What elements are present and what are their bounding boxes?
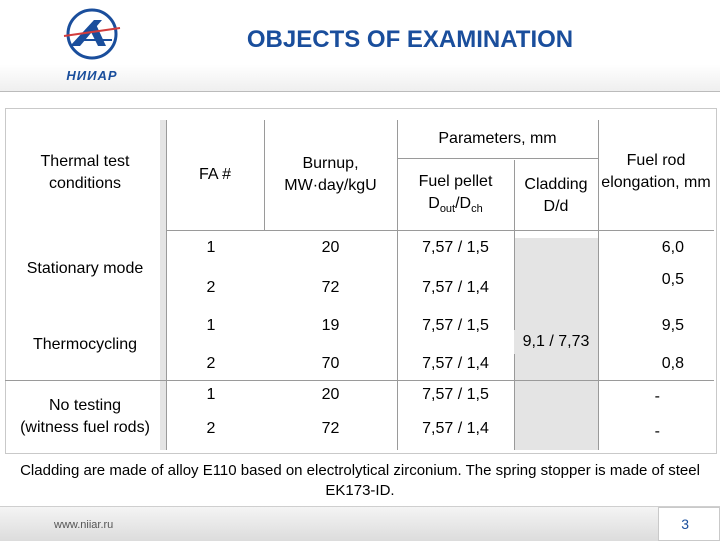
header-cladding: Cladding D/d <box>524 176 588 215</box>
niiar-logo <box>50 6 134 86</box>
header-elongation: Fuel rod elongation, mm <box>601 152 711 191</box>
header-parameters: Parameters, mm <box>438 130 557 147</box>
logo-text: НИИАР <box>66 68 118 83</box>
row-pellet: 7,57 / 1,5 <box>422 317 489 334</box>
row-fa: 1 <box>206 239 216 256</box>
row-fa: 2 <box>206 355 216 372</box>
header-fuel-pellet <box>397 168 514 224</box>
page-title: OBJECTS OF EXAMINATION <box>246 26 574 53</box>
row-elongation: 0,5 <box>661 271 684 288</box>
row-burnup: 20 <box>321 239 340 256</box>
row-fa: 1 <box>206 386 216 403</box>
pellet-dims: $D_{out}/D_{ch}$ <box>428 195 483 216</box>
grid-line <box>397 158 598 159</box>
group-thermocycling: Thermocycling <box>32 336 138 353</box>
page-number-box <box>658 507 720 541</box>
row-burnup: 72 <box>321 420 340 437</box>
row-fa: 2 <box>206 420 216 437</box>
row-fa: 1 <box>206 317 216 334</box>
grid-line <box>5 380 714 381</box>
row-elongation: - <box>654 388 660 405</box>
row-burnup: 20 <box>321 386 340 403</box>
header-burnup: Burnup, MW·day/kgU <box>284 155 377 194</box>
row-elongation: 9,5 <box>661 317 684 334</box>
row-fa: 2 <box>206 279 216 296</box>
website-link[interactable]: www.niiar.ru <box>54 519 114 531</box>
header-thermal-conditions: Thermal test conditions <box>40 153 130 192</box>
header-divider <box>0 91 720 92</box>
grid-line <box>166 230 714 231</box>
header <box>0 0 720 92</box>
row-elongation: - <box>654 423 660 440</box>
pellet-label: Fuel pellet <box>418 173 493 191</box>
row-burnup: 19 <box>321 317 340 334</box>
row-burnup: 70 <box>321 355 340 372</box>
row-elongation: 0,8 <box>661 355 684 372</box>
row-pellet: 7,57 / 1,4 <box>422 420 489 437</box>
group-no-testing: No testing (witness fuel rods) <box>20 397 150 436</box>
cladding-value: 9,1 / 7,73 <box>514 330 598 354</box>
row-pellet: 7,57 / 1,4 <box>422 279 489 296</box>
row-pellet: 7,57 / 1,5 <box>422 386 489 403</box>
row-elongation: 6,0 <box>661 239 684 256</box>
row-burnup: 72 <box>321 279 340 296</box>
page-number: 3 <box>681 516 689 532</box>
footer-bar <box>0 506 720 541</box>
row-pellet: 7,57 / 1,4 <box>422 355 489 372</box>
group-stationary: Stationary mode <box>26 260 144 277</box>
row-pellet: 7,57 / 1,5 <box>422 239 489 256</box>
material-note: Cladding are made of alloy E110 based on electrolytical zirconium. The spring stopper is made of steel EK173-ID. <box>20 462 700 499</box>
header-fa: FA # <box>198 166 232 183</box>
